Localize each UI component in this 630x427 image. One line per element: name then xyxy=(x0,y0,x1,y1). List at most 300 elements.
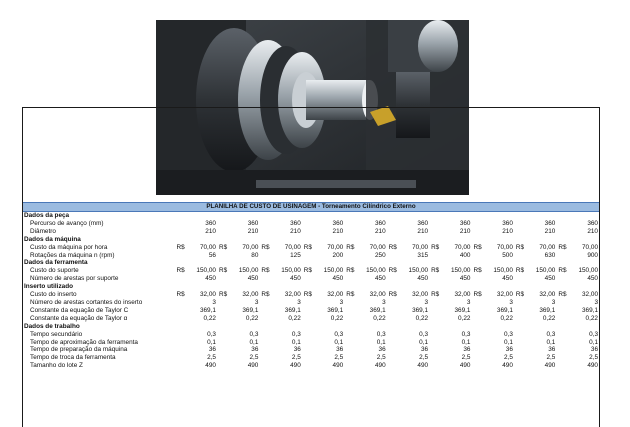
currency-cell xyxy=(217,228,231,236)
value-cell: 0,1 xyxy=(249,338,259,346)
value-cell: 900 xyxy=(587,251,598,259)
section-header-row xyxy=(23,236,599,244)
row-label: Percurso de avanço (mm) xyxy=(30,219,104,227)
currency-cell xyxy=(387,331,401,339)
currency-cell xyxy=(556,220,570,228)
table-body xyxy=(23,212,599,370)
value-cell: 0,3 xyxy=(461,330,471,338)
value-cell: 3 xyxy=(594,298,598,306)
currency-cell xyxy=(217,354,231,362)
currency-cell xyxy=(175,307,189,315)
currency-cell xyxy=(471,275,485,283)
value-cell: 210 xyxy=(587,227,598,235)
currency-cell xyxy=(387,252,401,260)
currency-cell: R$ xyxy=(388,243,397,251)
currency-cell: R$ xyxy=(558,291,567,299)
currency-cell: R$ xyxy=(346,267,355,275)
currency-cell xyxy=(471,331,485,339)
value-cell: 0,3 xyxy=(207,330,216,338)
currency-cell xyxy=(175,299,189,307)
value-cell: 315 xyxy=(417,251,429,259)
value-cell: 3 xyxy=(254,298,259,306)
currency-cell xyxy=(514,362,528,370)
currency-cell: R$ xyxy=(515,291,525,299)
currency-cell xyxy=(514,315,528,323)
currency-cell: R$ xyxy=(558,267,567,275)
row-label: Rotações da máquina n (rpm) xyxy=(30,251,115,259)
value-cell: 0,1 xyxy=(334,338,344,346)
currency-cell xyxy=(344,228,358,236)
value-cell: 150,00 xyxy=(281,267,301,275)
value-cell: 369,1 xyxy=(284,306,301,314)
currency-cell xyxy=(344,307,358,315)
table-row xyxy=(23,354,599,362)
currency-cell xyxy=(514,252,528,260)
value-cell: 0,3 xyxy=(546,330,556,338)
value-cell: 150,00 xyxy=(366,267,386,275)
value-cell: 0,3 xyxy=(334,330,344,338)
value-cell: 2,5 xyxy=(249,354,259,362)
value-cell: 70,00 xyxy=(284,243,301,251)
currency-cell: R$ xyxy=(473,267,482,275)
row-label: Tamanho do lote Z xyxy=(30,362,83,370)
row-label: Custo do suporte xyxy=(30,267,79,275)
currency-cell: R$ xyxy=(388,267,397,275)
value-cell: 490 xyxy=(544,362,556,370)
table-row xyxy=(23,307,599,315)
value-cell: 369,1 xyxy=(327,306,344,314)
value-cell: 490 xyxy=(587,362,598,370)
value-cell: 369,1 xyxy=(496,306,513,314)
currency-cell xyxy=(387,346,401,354)
table-row xyxy=(23,346,599,354)
currency-cell xyxy=(471,362,485,370)
currency-cell xyxy=(217,331,231,339)
value-cell: 0,1 xyxy=(207,338,216,346)
currency-cell xyxy=(217,299,231,307)
value-cell: 210 xyxy=(417,227,429,235)
currency-cell xyxy=(259,252,273,260)
value-cell: 70,00 xyxy=(327,243,344,251)
value-cell: 210 xyxy=(544,227,556,235)
value-cell: 2,5 xyxy=(291,354,301,362)
currency-cell xyxy=(471,228,485,236)
value-cell: 210 xyxy=(205,227,216,235)
value-cell: 210 xyxy=(459,227,471,235)
value-cell: 360 xyxy=(205,219,216,227)
currency-cell: R$ xyxy=(346,291,355,299)
value-cell: 490 xyxy=(374,362,386,370)
section-title: Inserto utilizado xyxy=(24,283,73,291)
value-cell: 32,00 xyxy=(284,291,301,299)
cost-table xyxy=(23,212,599,370)
value-cell: 0,1 xyxy=(419,338,429,346)
currency-cell xyxy=(514,346,528,354)
value-cell: 369,1 xyxy=(412,306,429,314)
value-cell: 369,1 xyxy=(199,306,216,314)
value-cell: 369,1 xyxy=(454,306,471,314)
value-cell: 32,00 xyxy=(582,291,598,299)
currency-cell xyxy=(302,346,316,354)
value-cell: 36 xyxy=(590,346,598,354)
value-cell: 490 xyxy=(332,362,344,370)
value-cell: 490 xyxy=(290,362,301,370)
currency-cell xyxy=(556,307,570,315)
table-row xyxy=(23,362,599,370)
currency-cell xyxy=(556,299,570,307)
value-cell: 0,22 xyxy=(330,314,344,322)
value-cell: 0,3 xyxy=(376,330,386,338)
value-cell: 2,5 xyxy=(207,354,216,362)
currency-cell xyxy=(471,354,485,362)
currency-cell: R$ xyxy=(218,291,228,299)
currency-cell xyxy=(344,362,358,370)
value-cell: 450 xyxy=(374,275,386,283)
value-cell: 2,5 xyxy=(419,354,429,362)
value-cell: 450 xyxy=(587,275,598,283)
value-cell: 150,00 xyxy=(450,267,471,275)
currency-cell xyxy=(217,315,231,323)
currency-cell xyxy=(175,275,189,283)
currency-cell xyxy=(387,307,401,315)
value-cell: 70,00 xyxy=(199,243,216,251)
value-cell: 0,22 xyxy=(245,314,259,322)
currency-cell xyxy=(302,307,316,315)
value-cell: 36 xyxy=(251,346,259,354)
row-label: Tempo de preparação da máquina xyxy=(30,346,128,354)
value-cell: 36 xyxy=(293,346,301,354)
value-cell: 490 xyxy=(459,362,471,370)
currency-cell xyxy=(259,346,273,354)
row-label: Custo da máquina por hora xyxy=(30,243,108,251)
currency-cell: R$ xyxy=(303,267,312,275)
value-cell: 70,00 xyxy=(454,243,471,251)
value-cell: 369,1 xyxy=(582,306,598,314)
currency-cell xyxy=(175,331,189,339)
value-cell: 360 xyxy=(290,219,301,227)
value-cell: 0,1 xyxy=(504,338,513,346)
currency-cell xyxy=(429,362,443,370)
table-row xyxy=(23,220,599,228)
value-cell: 0,22 xyxy=(373,314,386,322)
value-cell: 0,22 xyxy=(203,314,216,322)
currency-cell xyxy=(217,220,231,228)
currency-cell xyxy=(259,228,273,236)
value-cell: 500 xyxy=(502,251,513,259)
value-cell: 2,5 xyxy=(334,354,344,362)
value-cell: 360 xyxy=(587,219,598,227)
table-row xyxy=(23,228,599,236)
currency-cell xyxy=(217,339,231,347)
currency-cell: R$ xyxy=(346,243,355,251)
table-row xyxy=(23,267,599,275)
currency-cell xyxy=(302,362,316,370)
currency-cell xyxy=(344,354,358,362)
value-cell: 70,00 xyxy=(242,243,259,251)
value-cell: 150,00 xyxy=(535,267,556,275)
currency-cell xyxy=(556,228,570,236)
currency-cell xyxy=(387,299,401,307)
value-cell: 36 xyxy=(208,346,216,354)
value-cell: 36 xyxy=(505,346,513,354)
currency-cell: R$ xyxy=(303,291,312,299)
row-label: Constante da equação de Taylor C xyxy=(30,306,129,314)
currency-cell: R$ xyxy=(261,243,270,251)
value-cell: 360 xyxy=(374,219,386,227)
currency-cell xyxy=(429,354,443,362)
section-title: Dados da ferramenta xyxy=(24,259,88,267)
value-cell: 0,3 xyxy=(249,330,259,338)
currency-cell xyxy=(556,346,570,354)
value-cell: 450 xyxy=(290,275,301,283)
value-cell: 360 xyxy=(544,219,556,227)
currency-cell xyxy=(387,315,401,323)
table-row xyxy=(23,275,599,283)
value-cell: 80 xyxy=(251,251,259,259)
currency-cell xyxy=(429,299,443,307)
currency-cell xyxy=(387,354,401,362)
currency-cell xyxy=(344,315,358,323)
currency-cell: R$ xyxy=(176,291,185,299)
currency-cell: R$ xyxy=(473,291,482,299)
currency-cell xyxy=(302,252,316,260)
currency-cell xyxy=(302,331,316,339)
row-label: Diâmetro xyxy=(30,227,56,235)
value-cell: 0,22 xyxy=(500,314,513,322)
currency-cell xyxy=(429,339,443,347)
value-cell: 0,22 xyxy=(415,314,429,322)
value-cell: 360 xyxy=(502,219,513,227)
value-cell: 369,1 xyxy=(369,306,386,314)
currency-cell xyxy=(471,252,485,260)
value-cell: 32,00 xyxy=(199,291,216,299)
currency-cell xyxy=(556,252,570,260)
value-cell: 450 xyxy=(544,275,556,283)
value-cell: 36 xyxy=(420,346,429,354)
currency-cell xyxy=(514,331,528,339)
value-cell: 630 xyxy=(544,251,556,259)
value-cell: 70,00 xyxy=(369,243,386,251)
currency-cell xyxy=(429,220,443,228)
table-row xyxy=(23,291,599,299)
currency-cell xyxy=(556,315,570,323)
currency-cell xyxy=(175,220,189,228)
currency-cell xyxy=(259,220,273,228)
value-cell: 150,00 xyxy=(323,267,344,275)
value-cell: 2,5 xyxy=(504,354,513,362)
currency-cell xyxy=(175,354,189,362)
currency-cell xyxy=(556,354,570,362)
value-cell: 3 xyxy=(466,298,471,306)
value-cell: 0,22 xyxy=(585,314,598,322)
row-label: Constante da equação de Taylor α xyxy=(30,314,128,322)
section-title: Dados da peça xyxy=(24,212,70,219)
value-cell: 150,00 xyxy=(238,267,259,275)
value-cell: 3 xyxy=(509,298,513,306)
value-cell: 360 xyxy=(459,219,471,227)
table-row xyxy=(23,252,599,260)
currency-cell xyxy=(344,331,358,339)
currency-cell xyxy=(387,220,401,228)
sheet-title: PLANILHA DE CUSTO DE USINAGEM - Torneamento Cilíndrico Externo xyxy=(23,202,599,212)
currency-cell: R$ xyxy=(303,243,312,251)
value-cell: 450 xyxy=(205,275,216,283)
value-cell: 36 xyxy=(463,346,471,354)
value-cell: 150,00 xyxy=(196,267,216,275)
currency-cell xyxy=(556,362,570,370)
value-cell: 210 xyxy=(290,227,301,235)
row-label: Número de arestas por suporte xyxy=(30,275,119,283)
value-cell: 32,00 xyxy=(327,291,344,299)
currency-cell xyxy=(302,315,316,323)
currency-cell xyxy=(259,299,273,307)
currency-cell xyxy=(344,339,358,347)
currency-cell: R$ xyxy=(261,291,270,299)
currency-cell xyxy=(429,331,443,339)
currency-cell xyxy=(344,346,358,354)
table-row xyxy=(23,331,599,339)
currency-cell xyxy=(514,339,528,347)
currency-cell xyxy=(259,362,273,370)
currency-cell: R$ xyxy=(388,291,397,299)
value-cell: 450 xyxy=(459,275,471,283)
value-cell: 490 xyxy=(205,362,216,370)
currency-cell xyxy=(175,346,189,354)
value-cell: 210 xyxy=(247,227,259,235)
currency-cell: R$ xyxy=(176,243,185,251)
value-cell: 0,22 xyxy=(458,314,471,322)
currency-cell xyxy=(387,362,401,370)
currency-cell: R$ xyxy=(431,243,440,251)
value-cell: 3 xyxy=(382,298,386,306)
currency-cell xyxy=(556,331,570,339)
section-header-row xyxy=(23,283,599,291)
value-cell: 3 xyxy=(551,298,556,306)
currency-cell xyxy=(387,339,401,347)
value-cell: 3 xyxy=(212,298,216,306)
row-label: Custo do inserto xyxy=(30,291,77,299)
currency-cell: R$ xyxy=(515,267,525,275)
currency-cell xyxy=(429,315,443,323)
currency-cell xyxy=(471,346,485,354)
currency-cell: R$ xyxy=(218,243,228,251)
value-cell: 36 xyxy=(548,346,556,354)
value-cell: 0,22 xyxy=(542,314,556,322)
value-cell: 450 xyxy=(417,275,429,283)
currency-cell xyxy=(217,252,231,260)
currency-cell xyxy=(514,354,528,362)
value-cell: 150,00 xyxy=(578,267,598,275)
currency-cell xyxy=(471,307,485,315)
value-cell: 150,00 xyxy=(408,267,429,275)
value-cell: 0,1 xyxy=(376,338,386,346)
currency-cell xyxy=(259,354,273,362)
currency-cell xyxy=(514,299,528,307)
value-cell: 2,5 xyxy=(376,354,386,362)
currency-cell xyxy=(302,354,316,362)
value-cell: 210 xyxy=(502,227,513,235)
value-cell: 250 xyxy=(374,251,386,259)
value-cell: 2,5 xyxy=(589,354,598,362)
value-cell: 360 xyxy=(417,219,429,227)
currency-cell xyxy=(259,307,273,315)
value-cell: 70,00 xyxy=(496,243,513,251)
value-cell: 0,22 xyxy=(288,314,301,322)
value-cell: 32,00 xyxy=(454,291,471,299)
currency-cell xyxy=(387,275,401,283)
value-cell: 450 xyxy=(332,275,344,283)
currency-cell xyxy=(175,228,189,236)
currency-cell: R$ xyxy=(261,267,270,275)
currency-cell xyxy=(259,275,273,283)
currency-cell xyxy=(429,346,443,354)
value-cell: 3 xyxy=(424,298,429,306)
value-cell: 125 xyxy=(290,251,301,259)
value-cell: 0,3 xyxy=(589,330,598,338)
currency-cell xyxy=(259,339,273,347)
currency-cell xyxy=(344,220,358,228)
currency-cell xyxy=(556,339,570,347)
currency-cell xyxy=(471,220,485,228)
row-label: Tempo secundário xyxy=(30,330,83,338)
value-cell: 0,1 xyxy=(546,338,556,346)
currency-cell xyxy=(302,275,316,283)
currency-cell xyxy=(175,252,189,260)
currency-cell xyxy=(471,315,485,323)
currency-cell: R$ xyxy=(473,243,482,251)
value-cell: 210 xyxy=(332,227,344,235)
cost-spreadsheet xyxy=(23,202,599,370)
value-cell: 0,3 xyxy=(291,330,301,338)
value-cell: 0,3 xyxy=(419,330,429,338)
currency-cell xyxy=(514,220,528,228)
currency-cell xyxy=(217,275,231,283)
value-cell: 36 xyxy=(378,346,386,354)
value-cell: 2,5 xyxy=(461,354,471,362)
currency-cell xyxy=(429,275,443,283)
currency-cell xyxy=(344,252,358,260)
section-title: Dados de trabalho xyxy=(24,322,80,330)
value-cell: 490 xyxy=(502,362,513,370)
section-title: Dados da máquina xyxy=(24,235,81,243)
table-row xyxy=(23,315,599,323)
value-cell: 32,00 xyxy=(539,291,556,299)
value-cell: 70,00 xyxy=(412,243,429,251)
currency-cell xyxy=(514,307,528,315)
currency-cell: R$ xyxy=(176,267,185,275)
currency-cell: R$ xyxy=(431,267,440,275)
currency-cell xyxy=(471,339,485,347)
value-cell: 360 xyxy=(332,219,344,227)
currency-cell: R$ xyxy=(558,243,567,251)
value-cell: 200 xyxy=(332,251,344,259)
currency-cell xyxy=(217,307,231,315)
currency-cell xyxy=(302,299,316,307)
currency-cell xyxy=(175,315,189,323)
currency-cell xyxy=(302,228,316,236)
value-cell: 32,00 xyxy=(496,291,513,299)
value-cell: 3 xyxy=(297,298,301,306)
currency-cell xyxy=(556,275,570,283)
currency-cell xyxy=(387,228,401,236)
currency-cell xyxy=(471,299,485,307)
currency-cell xyxy=(259,331,273,339)
value-cell: 32,00 xyxy=(242,291,259,299)
currency-cell xyxy=(514,228,528,236)
value-cell: 70,00 xyxy=(582,243,598,251)
value-cell: 369,1 xyxy=(242,306,259,314)
value-cell: 369,1 xyxy=(539,306,556,314)
